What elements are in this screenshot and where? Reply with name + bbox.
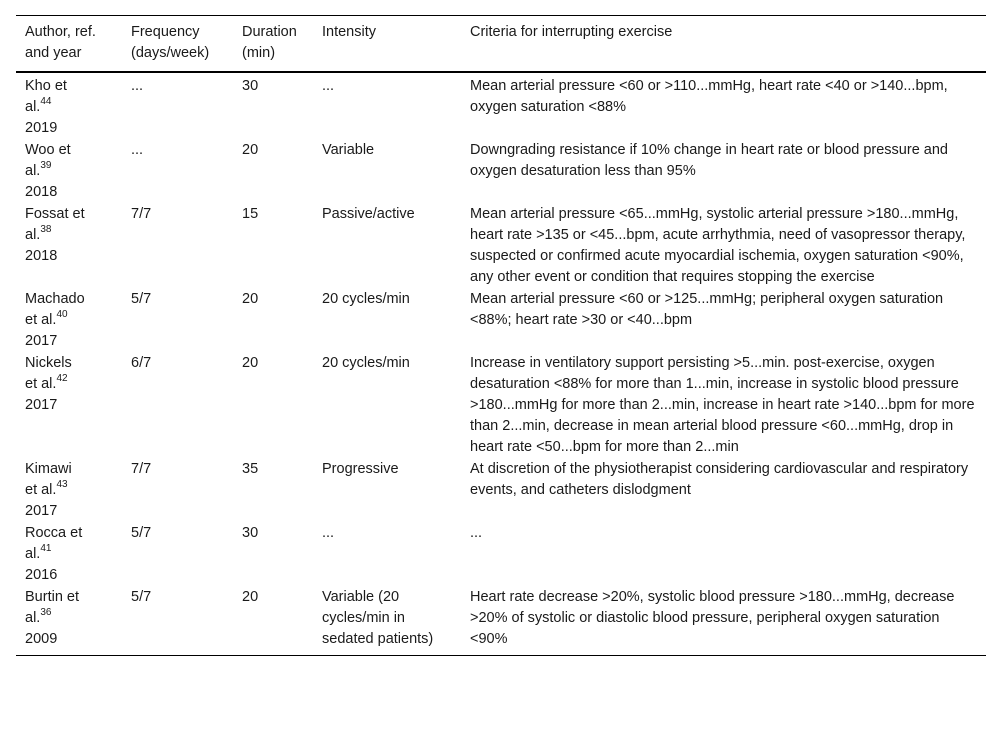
reference-number: 39	[40, 160, 52, 172]
table-row	[16, 352, 986, 458]
criteria-cell: ...	[470, 525, 483, 541]
author-cell	[16, 72, 122, 139]
table-row	[16, 458, 986, 522]
frequency-cell: 7/7	[131, 461, 152, 477]
author-name-cont: al.	[25, 163, 41, 179]
table-row	[16, 586, 986, 656]
table-row	[16, 522, 986, 586]
frequency-cell: 5/7	[131, 525, 152, 541]
author-name-cont: al.	[25, 546, 41, 562]
header-author: Author, ref. and year	[25, 24, 96, 61]
criteria-cell: Downgrading resistance if 10% change in heart rate or blood pressure and oxygen desaturation less than 95%	[470, 142, 948, 179]
table-row	[16, 288, 986, 352]
author-cell	[16, 586, 122, 656]
criteria-cell: At discretion of the physiotherapist considering cardiovascular and respiratory events, and catheters dislodgment	[470, 461, 969, 498]
author-name: Rocca et	[25, 525, 83, 541]
intensity-cell: 20 cycles/min	[322, 291, 410, 307]
author-name: Nickels	[25, 355, 72, 371]
criteria-cell: Mean arterial pressure <65...mmHg, systolic arterial pressure >180...mmHg, heart rate >135 or <45...bpm, acute arrhythmia, need of vasopressor therapy, suspected or confirmed acute myocardial ischemia, oxygen saturation <90%, any other event or condition that requires stopping the exercise	[470, 206, 966, 285]
criteria-cell: Mean arterial pressure <60 or >110...mmHg, heart rate <40 or >140...bpm, oxygen saturation <88%	[470, 78, 948, 115]
author-year: 2017	[25, 333, 58, 349]
author-cell	[16, 458, 122, 522]
author-name-cont: et al.	[25, 376, 57, 392]
intensity-cell: ...	[322, 525, 335, 541]
author-name-cont: al.	[25, 227, 41, 243]
duration-cell: 20	[242, 355, 259, 371]
intensity-cell: Variable (20 cycles/min in sedated patients)	[322, 589, 434, 647]
author-name-cont: et al.	[25, 482, 57, 498]
author-name: Machado	[25, 291, 85, 307]
header-frequency: Frequency (days/week)	[131, 24, 210, 61]
intensity-cell: ...	[322, 78, 335, 94]
author-year: 2009	[25, 631, 58, 647]
table-row	[16, 139, 986, 203]
reference-number: 36	[40, 607, 52, 619]
author-name: Burtin et	[25, 589, 79, 605]
duration-cell: 30	[242, 78, 259, 94]
author-year: 2019	[25, 120, 58, 136]
frequency-cell: 7/7	[131, 206, 152, 222]
author-year: 2016	[25, 567, 58, 583]
intensity-cell: Variable	[322, 142, 375, 158]
author-name: Woo et	[25, 142, 71, 158]
criteria-cell: Mean arterial pressure <60 or >125...mmHg; peripheral oxygen saturation <88%; heart rate >30 or <40...bpm	[470, 291, 944, 328]
criteria-cell: Increase in ventilatory support persisting >5...min. post-exercise, oxygen desaturation <88% for more than 1...min, increase in systolic blood pressure >180...mmHg for more than 2...min, increase in heart rate >140...bpm for more than 2...min, decrease in mean arterial blood pressure <60...mmHg, drop in heart rate <50...bpm for more than 2...min	[470, 355, 975, 455]
duration-cell: 20	[242, 291, 259, 307]
duration-cell: 30	[242, 525, 259, 541]
exercise-protocol-table	[16, 15, 986, 656]
author-name-cont: al.	[25, 610, 41, 626]
author-name-cont: et al.	[25, 312, 57, 328]
intensity-cell: 20 cycles/min	[322, 355, 410, 371]
intensity-cell: Progressive	[322, 461, 399, 477]
reference-number: 38	[40, 224, 52, 236]
author-cell	[16, 522, 122, 586]
author-name: Kimawi	[25, 461, 72, 477]
reference-number: 42	[56, 373, 68, 385]
frequency-cell: 5/7	[131, 291, 152, 307]
duration-cell: 20	[242, 142, 259, 158]
author-year: 2017	[25, 397, 58, 413]
author-year: 2018	[25, 248, 58, 264]
author-year: 2018	[25, 184, 58, 200]
duration-cell: 35	[242, 461, 259, 477]
author-cell	[16, 203, 122, 288]
frequency-cell: 6/7	[131, 355, 152, 371]
author-year: 2017	[25, 503, 58, 519]
frequency-cell: ...	[131, 78, 144, 94]
header-duration: Duration (min)	[242, 24, 297, 61]
header-criteria: Criteria for interrupting exercise	[470, 24, 673, 40]
intensity-cell: Passive/active	[322, 206, 415, 222]
reference-number: 43	[56, 479, 68, 491]
reference-number: 40	[56, 309, 68, 321]
author-name: Kho et	[25, 78, 67, 94]
header-intensity: Intensity	[322, 24, 376, 40]
author-cell	[16, 139, 122, 203]
duration-cell: 15	[242, 206, 259, 222]
author-name-cont: al.	[25, 99, 41, 115]
table-header-row	[16, 16, 986, 73]
table-row	[16, 72, 986, 139]
criteria-cell: Heart rate decrease >20%, systolic blood pressure >180...mmHg, decrease >20% of systolic or diastolic blood pressure, peripheral oxygen saturation <90%	[470, 589, 955, 647]
reference-number: 44	[40, 96, 52, 108]
author-name: Fossat et	[25, 206, 85, 222]
duration-cell: 20	[242, 589, 259, 605]
table-row	[16, 203, 986, 288]
reference-number: 41	[40, 543, 52, 555]
author-cell	[16, 352, 122, 458]
frequency-cell: 5/7	[131, 589, 152, 605]
frequency-cell: ...	[131, 142, 144, 158]
author-cell	[16, 288, 122, 352]
